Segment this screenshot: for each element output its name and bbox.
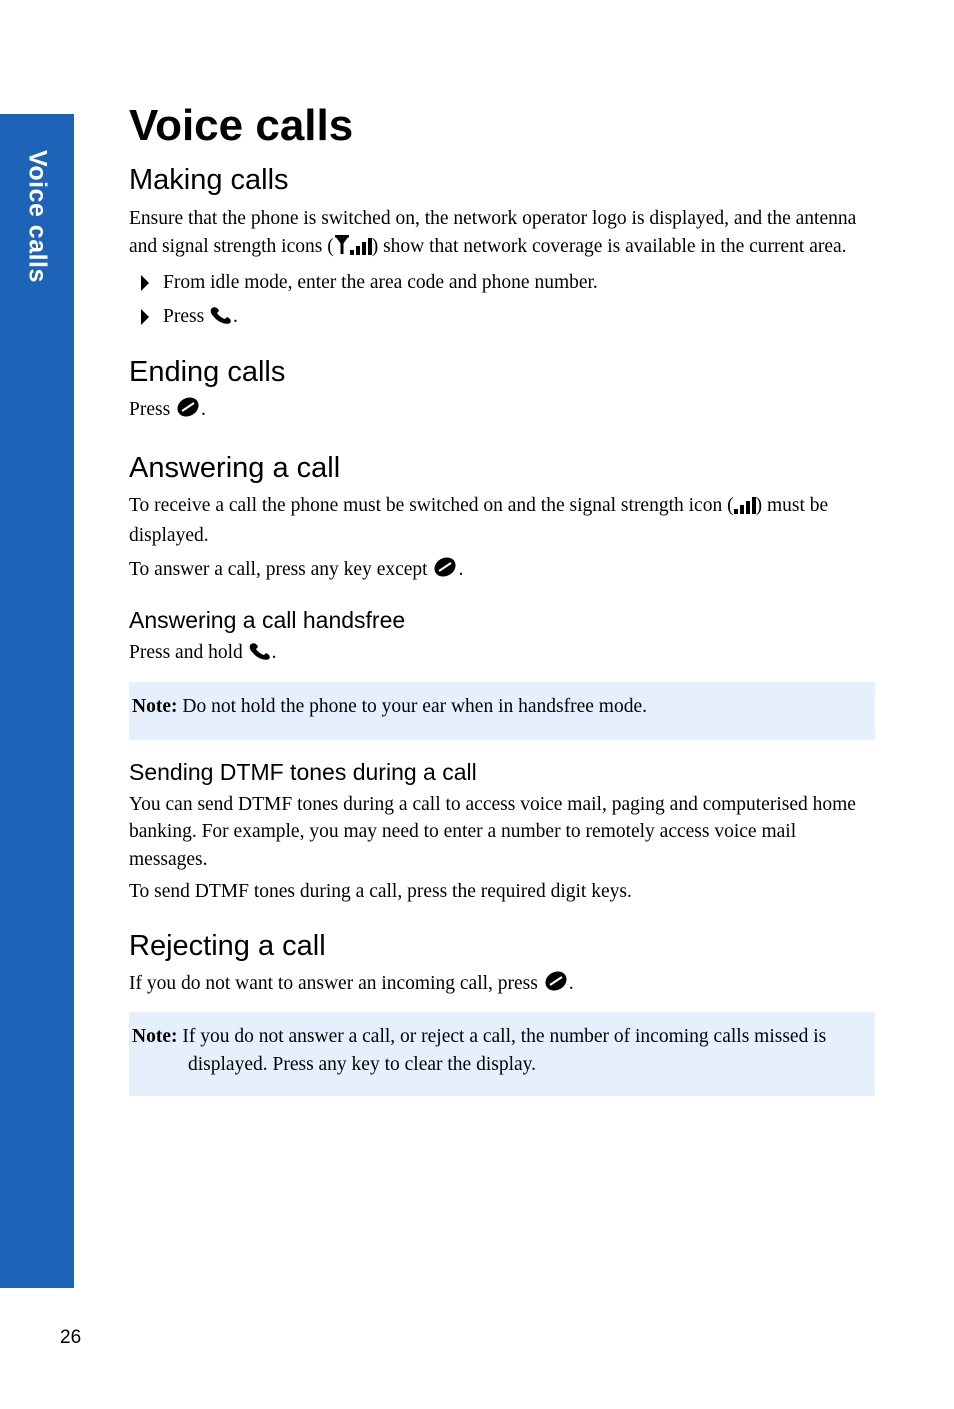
signal-strength-icon <box>734 495 756 523</box>
side-tab-label: Voice calls <box>23 150 52 283</box>
signal-strength-icon <box>350 236 372 264</box>
list-item: From idle mode, enter the area code and phone number. <box>129 269 875 297</box>
end-key-icon <box>543 970 569 1001</box>
end-key-icon <box>432 556 458 587</box>
heading-answering-a-call: Answering a call <box>129 451 341 484</box>
heading-ending-calls: Ending calls <box>129 356 286 388</box>
side-tab <box>0 114 74 1288</box>
send-key-icon <box>248 641 272 670</box>
page-title: Voice calls <box>129 101 354 150</box>
making-calls-paragraph: Ensure that the phone is switched on, the network operator logo is displayed, and the antenna and signal strength icons ( ) show that network coverage is available in the current area. <box>129 205 875 263</box>
rejecting-paragraph: If you do not want to answer an incoming call, press . <box>129 970 875 1001</box>
note-text: If you do not answer a call, or reject a call, the number of incoming calls missed is displayed. Press any key to clear the display. <box>177 1026 827 1075</box>
note-text: Do not hold the phone to your ear when in handsfree mode. <box>177 695 647 717</box>
bullet-arrow-icon <box>141 309 149 325</box>
ending-calls-paragraph: Press . <box>129 396 875 427</box>
heading-rejecting-a-call: Rejecting a call <box>129 929 326 962</box>
handsfree-paragraph: Press and hold . <box>129 639 875 670</box>
end-key-icon <box>175 396 201 427</box>
bullet-arrow-icon <box>141 275 149 291</box>
page-number: 26 <box>60 1327 82 1348</box>
dtmf-paragraph-1: You can send DTMF tones during a call to access voice mail, paging and computerised home banking. For example, you may need to enter a number to remotely access voice mail messages. <box>129 793 856 870</box>
heading-answering-handsfree: Answering a call handsfree <box>129 607 406 633</box>
page-content <box>129 96 875 1096</box>
note-label: Note: <box>132 695 178 717</box>
answering-paragraph-1: To receive a call the phone must be switched on and the signal strength icon ( ) must be displayed. <box>129 494 829 546</box>
answering-paragraph-2: To answer a call, press any key except . <box>129 556 875 587</box>
send-key-icon <box>209 305 233 334</box>
note-handsfree <box>129 682 875 740</box>
list-item: Press . <box>129 303 875 334</box>
dtmf-paragraph-2: To send DTMF tones during a call, press the required digit keys. <box>129 881 632 902</box>
heading-sending-dtmf: Sending DTMF tones during a call <box>129 758 477 785</box>
note-rejecting <box>129 1012 875 1096</box>
heading-making-calls: Making calls <box>129 164 289 196</box>
antenna-icon <box>334 235 350 264</box>
note-label: Note: <box>132 1026 178 1047</box>
